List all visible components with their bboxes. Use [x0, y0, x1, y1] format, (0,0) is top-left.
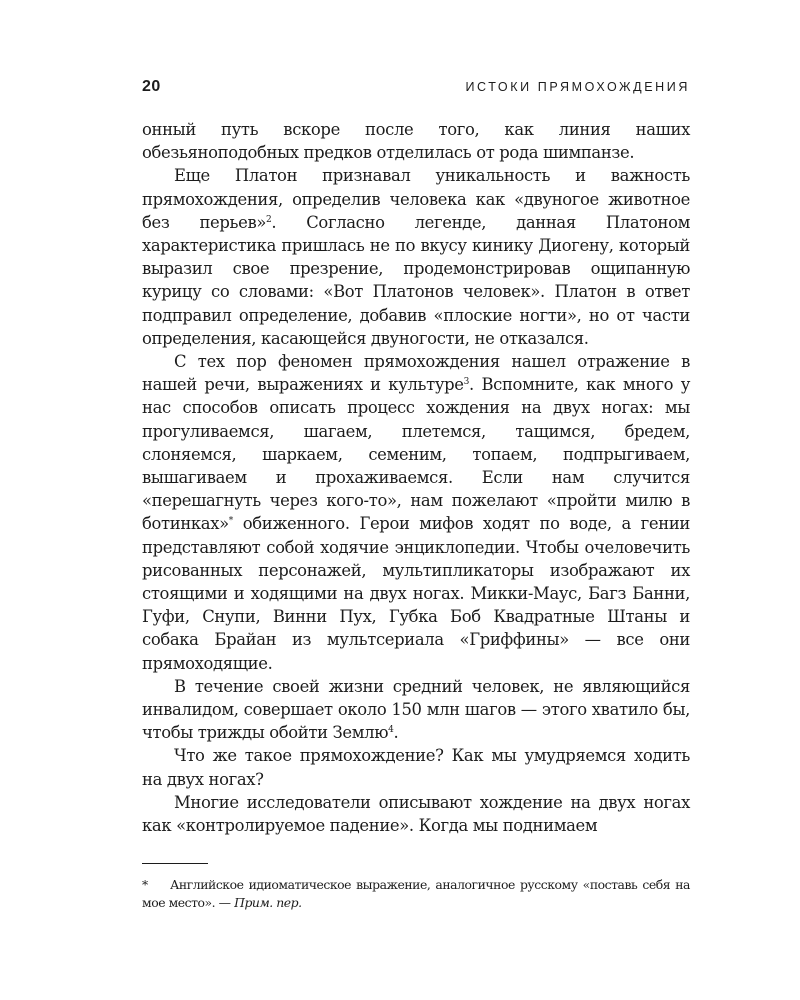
- paragraph-text: онный путь вскоре после того, как линия наших обезьяноподобных предков отделилась от рода шимпанзе.: [142, 120, 690, 163]
- paragraph-steps: [142, 675, 690, 745]
- endnote-ref[interactable]: 3: [463, 377, 470, 388]
- footnote-marker: *: [142, 877, 148, 893]
- book-page: [142, 78, 690, 978]
- paragraph-text: .: [393, 723, 399, 743]
- endnote-ref[interactable]: 4: [388, 725, 394, 736]
- paragraph-text: обиженного. Герои мифов ходят по воде, а гении представляют собой ходячие энциклопедии. Чтобы очеловечить рисованных персонажей, мультипликаторы изображают их стоящими и ходящими на двух ногах. Микки-Маус, Багз Банни, Гуфи, Снупи, Винни Пух, Губка Боб Квадратные Штаны и собака Брайан из мультсериала «Гриффины» — все они прямоходящие.: [142, 514, 690, 673]
- translator-note: Прим. пер.: [234, 895, 302, 911]
- paragraph-text: В течение своей жизни средний человек, не являющийся инвалидом, совершает около 150 млн шагов — этого хватило бы, чтобы трижды обойти Землю: [142, 676, 690, 743]
- paragraph-text: С тех пор феномен прямохождения нашел отражение в нашей речи, выражениях и культуре: [142, 352, 690, 395]
- paragraph-text: . Вспомните, как много у нас способов описать процесс хождения на двух ногах: мы прогуливаемся, шагаем, плетемся, тащимся, бредем, слоняемся, шаркаем, семеним, топаем, подпрыгиваем, вышагиваем и прохаживаемся. Если нам случится «перешагнуть через кого-то», нам пожелают «пройти милю в ботинках»: [142, 375, 690, 534]
- endnote-ref[interactable]: 2: [266, 214, 272, 225]
- body-text: [142, 118, 690, 837]
- chapter-title: ИСТОКИ ПРЯМОХОЖДЕНИЯ: [465, 80, 690, 94]
- page-number: 20: [142, 78, 161, 95]
- footnote-text: Английское идиоматическое выражение, аналогичное русскому «поставь себя на мое место». —: [142, 877, 690, 911]
- paragraph-plato: [142, 164, 690, 350]
- running-head: [142, 78, 690, 102]
- paragraph-question: [142, 744, 690, 790]
- footnote: [142, 876, 690, 912]
- paragraph-continuation: [142, 118, 690, 164]
- paragraph-falling: [142, 791, 690, 837]
- paragraph-text: Что же такое прямохождение? Как мы умудряемся ходить на двух ногах?: [142, 746, 690, 789]
- paragraph-culture: [142, 350, 690, 675]
- paragraph-text: Многие исследователи описывают хождение на двух ногах как «контролируемое падение». Когда мы поднимаем: [142, 792, 690, 836]
- footnote-divider: [142, 863, 208, 864]
- paragraph-text: Еще Платон признавал уникальность и важность прямохождения, определив человека как «двуногое животное без перьев»: [142, 166, 690, 232]
- footnote-ref[interactable]: *: [228, 516, 233, 527]
- paragraph-text: . Согласно легенде, данная Платоном характеристика пришлась не по вкусу кинику Диогену, который выразил свое презрение, продемонстрировав ощипанную курицу со словами: «Вот Платонов человек». Платон в ответ подправил определение, добавив «плоские ногти», но от части определения, касающейся двуногости, не отказался.: [142, 212, 690, 348]
